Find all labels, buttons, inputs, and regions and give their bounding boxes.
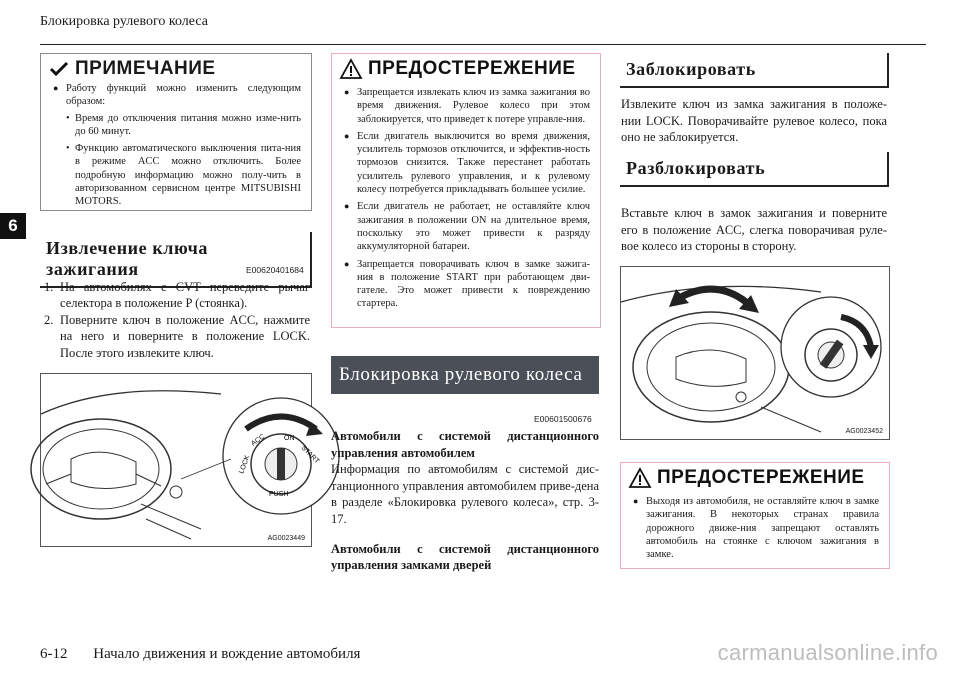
list-item: ● Запрещается поворачивать ключ в замке зажига-ния в положение START при работающем дви-гателе. Это может привести к повреждению стартера. [344,258,590,311]
chapter-tab: 6 [0,213,26,239]
note-sub-list [66,112,301,209]
steering-lock-body [331,428,599,574]
note-intro: Работу функций можно изменить следующим образом: [66,83,301,108]
step-text: Поверните ключ в положение ACC, нажмите на него и поверните в положение LOCK. После этого извлеките ключ. [60,312,310,360]
running-title: Блокировка рулевого колеса [40,14,208,29]
warning-list [621,491,889,571]
list-item: ● Если двигатель выключится во время движения, усилитель тормозов отключится, и эффектив-ность тормозов снизится. Также перестанет работать усилитель рулевого управления, и к рулевому колесу потребуется прикладывать большее усилие. [344,130,590,196]
unlock-figure [620,266,890,440]
section-title: Блокировка рулевого колеса [339,364,583,385]
warning-box [331,53,601,328]
section-title: Разблокировать [626,158,766,178]
unlock-heading [620,152,889,187]
steering-unlock-illustration [621,267,889,439]
warning-list [332,82,600,321]
subsection-title: Автомобили с системой дистанционного управления замками дверей [331,541,599,573]
figure-code: AG0023452 [845,428,883,435]
lock-label: LOCK [238,454,252,475]
section-title: Извлечение ключа зажигания [46,238,209,279]
figure-code: AG0023449 [267,535,305,542]
list-item: ● Выходя из автомобиля, не оставляйте ключ в замке зажигания. В некоторых странах правила дорожного движе-ния запрещают оставлять автомобиль на стоянке с ключом зажигания в замке. [633,495,879,561]
watermark: carmanualsonline.info [717,640,938,665]
subsection-title: Автомобили с системой дистанционного управления автомобилем [331,429,599,460]
top-rule [40,44,926,45]
step-text: На автомобилях с CVT переведите рычаг селектора в положение P (стоянка). [60,280,310,311]
list-item [44,312,310,361]
acc-label: ACC [250,433,267,448]
note-list [41,82,311,219]
step-number: 2. [44,312,54,327]
list-item: • Функцию автоматического выключения пита-ния в режиме ACC можно отключить. Более подробную информацию можно полу-чить в авторизованном сервисном центре MITSUBISHI MOTORS. [66,142,301,208]
note-header [41,54,311,82]
steering-lock-heading [331,356,599,394]
warning-box [620,462,890,569]
paragraph: Извлеките ключ из замка зажигания в положе-нии LOCK. Поворачивайте рулевое колесо, пока оно не заблокируется. [621,97,887,145]
list-item: ● Запрещается извлекать ключ из замка зажигания во время движения. Рулевое колесо при этом заблокируется, что приведет к потере управле-ния. [344,86,590,126]
warning-triangle-icon [629,468,651,488]
warning-header [332,54,600,82]
start-label: START [299,444,321,466]
note-box [40,53,312,211]
list-item: ● Если двигатель не работает, не оставляйте ключ зажигания в положении ON на длительное время, поскольку это может привести к разряду аккумуляторной батареи. [344,200,590,253]
step-number: 1. [44,280,54,294]
section-code: E00620401684 [246,265,304,275]
section-title: Заблокировать [626,59,756,79]
warning-title: ПРЕДОСТЕРЕЖЕНИЕ [657,467,865,488]
page-number: 6-12 [40,646,68,662]
footer-chapter-title: Начало движения и вождение автомобиля [93,646,361,662]
lock-heading [620,53,889,88]
paragraph: Вставьте ключ в замок зажигания и поверните его в положение ACC, слегка поворачивая руле-вое колесо из стороны в сторону. [621,206,887,254]
warning-triangle-icon [340,59,362,79]
note-title: ПРИМЕЧАНИЕ [75,58,216,79]
list-item [53,82,301,209]
list-item [44,279,310,312]
section-code: E00601500676 [534,414,592,424]
paragraph: Информация по автомобилям с системой дис-танционного управления автомобилем приве-дена в разделе «Блокировка рулевого колеса», стр. 3-17. [331,462,599,526]
checkmark-icon [49,61,69,77]
push-label: PUSH [269,491,289,498]
footer [40,646,382,663]
list-item: • Время до отключения питания можно изме-нить до 60 минут. [66,112,301,139]
warning-title: ПРЕДОСТЕРЕЖЕНИЕ [368,58,576,79]
warning-header [621,463,889,491]
ignition-illustration [41,374,321,546]
on-label: ON [284,435,295,442]
key-removal-steps [44,279,310,361]
ignition-figure [40,373,321,547]
